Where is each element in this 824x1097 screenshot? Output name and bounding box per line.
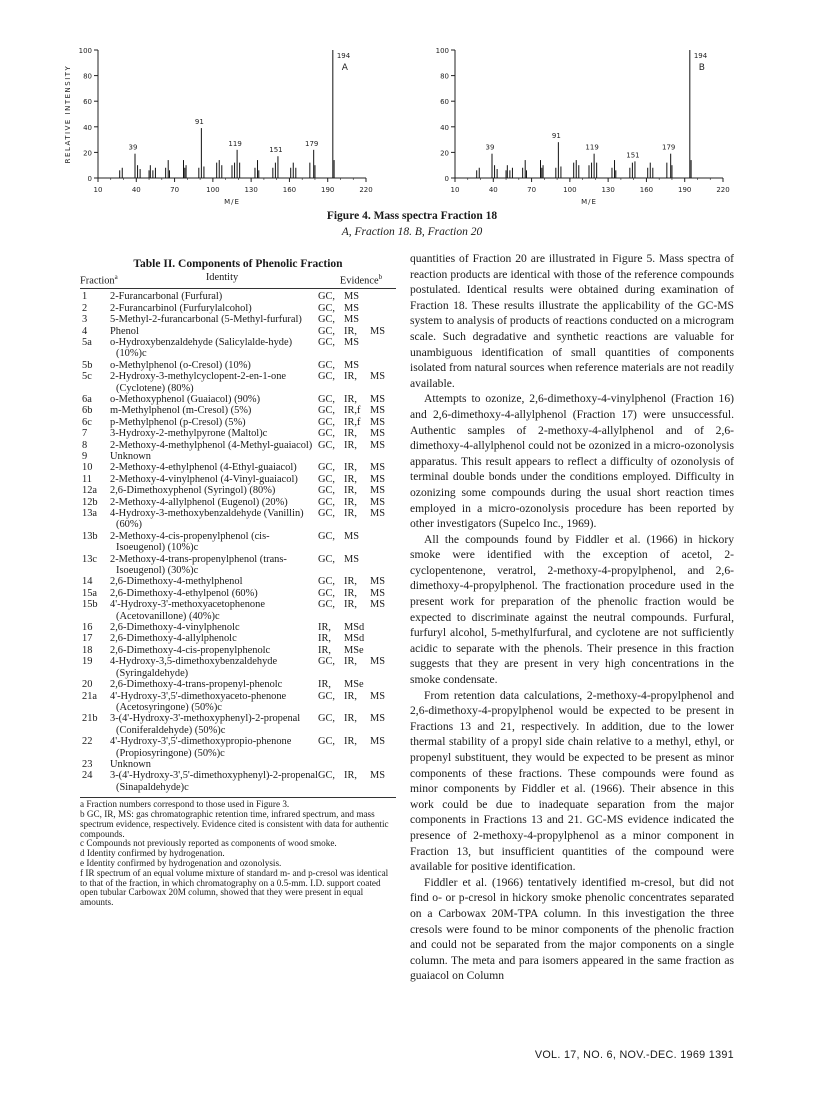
fraction-number: 15b [82,599,98,611]
x-tick-label: 160 [639,186,654,194]
fraction-number: 11 [82,473,93,485]
evidence-e2: IR, [344,428,357,440]
fraction-number: 21a [82,690,98,702]
peak-label: 179 [304,139,319,148]
table-row [80,326,396,337]
fraction-number: 16 [82,622,93,634]
evidence-e2: IR, [344,770,357,782]
compound-identity: 4'-Hydroxy-3'-methoxyacetophenone (Acetovanillone) (40%)c [110,599,265,622]
fraction-number: 5a [82,336,92,348]
y-tick-label: 60 [440,98,449,107]
evidence-e1: GC, [318,302,336,314]
table-row [80,588,396,599]
evidence-e1: GC, [318,508,336,519]
evidence-e3: MS [370,325,386,337]
table-row [80,633,396,644]
peak-label: 119 [228,139,242,148]
compound-identity: Unknown [110,450,151,462]
evidence-e1: GC, [318,439,336,451]
compound-identity: 5-Methyl-2-furancarbonal (5-Methyl-furfural) [110,314,302,326]
compound-identity: o-Methylphenol (o-Cresol) (10%) [110,359,251,371]
evidence-e1: GC, [318,359,336,371]
evidence-e3: MS [370,462,386,474]
table-row [80,554,396,577]
body-paragraph: Fiddler et al. (1966) tentatively identified m-cresol, but did not find o- or p-cresol in hickory smoke phenolic concentrates separated on a Carbowax 20M-TPA column. In this investigation the three cresols were found to be minor components of the phenolic fraction and could not be separated from the major components on a single column. The meta and para isomers appeared in the same fraction as guaiacol on Column [410,875,734,983]
evidence-e3: MS [370,428,386,440]
evidence-e2: MS [344,314,360,326]
evidence-cell [318,440,396,451]
table-row [80,508,396,531]
evidence-e1: IR, [318,679,331,691]
evidence-e1 [318,451,344,462]
evidence-e3 [370,531,396,554]
evidence-cell [318,291,396,302]
compound-identity: Unknown [110,758,151,770]
y-tick-label: 0 [444,175,449,183]
table-row [80,497,396,508]
fraction-number: 6b [82,405,93,417]
evidence-e2: IR, [344,462,357,474]
peak-label: 119 [585,143,599,152]
table-row [80,599,396,622]
y-axis-label: RELATIVE INTENSITY [64,64,72,164]
compound-identity: o-Hydroxybenzaldehyde (Salicylalde-hyde) (10%)c [110,336,293,360]
fraction-number: 3 [82,314,88,326]
peak-label: 194 [693,52,708,60]
evidence-e3 [370,303,396,314]
evidence-e2: IR, [344,325,357,337]
evidence-e1: GC, [318,314,336,326]
evidence-e2: IR,f [344,416,361,428]
evidence-e1: GC, [318,656,336,668]
evidence-e1: GC, [318,405,336,417]
fraction-number: 13a [82,508,98,519]
x-tick-label: 10 [450,186,460,194]
evidence-e2: IR, [344,371,357,383]
evidence-cell [318,736,396,759]
y-tick-label: 20 [83,149,92,158]
body-paragraph: All the compounds found by Fiddler et al. (1966) in hickory smoke were identified with the exception of acetol, 2-cyclopentenone, veratrol, 2-methoxy-4-propylphenol, and 2,6-dimethoxy-4-propylphenol. The fractionation procedure used in the present work for preparation of the phenolic fraction would be expected to discriminate against the neutral compounds. Furfural, furfuryl alcohol, 5-methylfurfural, and cyclotene are not sufficiently acidic to separate with the phenols. Their presence in this fraction suggests that they are present in very high concentrations in the smoke condensate. [410,532,734,687]
table-row [80,485,396,496]
evidence-e3: MS [370,485,386,497]
table-row [80,451,396,462]
evidence-cell [318,588,396,599]
x-tick-label: 100 [206,186,220,194]
evidence-e1: GC, [318,291,336,303]
evidence-e3: MS [370,371,386,383]
table-footnote: f IR spectrum of an equal volume mixture of standard m- and p-cresol was identical to that of the fraction, in which chromatography on a 0.5-mm. I.D. support coated open tubular Carbowax 20M column, showed that they were present in equal amounts. [80,867,389,908]
evidence-e1: GC, [318,336,336,348]
fraction-number: 22 [82,736,93,748]
evidence-e3: MS [370,770,386,782]
fraction-number: 4 [82,325,88,337]
evidence-cell [318,656,396,679]
y-tick-label: 100 [435,47,449,55]
compound-identity: 4'-Hydroxy-3',5'-dimethoxyaceto-phenone (Acetosyringone) (50%)c [110,690,287,713]
compound-identity: 4-Hydroxy-3-methoxybenzaldehyde (Vanillin) (60%) [110,508,304,531]
y-tick-label: 80 [440,72,449,81]
evidence-cell [318,326,396,337]
evidence-e2: IR, [344,485,357,497]
evidence-e3: MS [370,587,386,599]
table-row [80,736,396,759]
table-row [80,462,396,473]
figure-caption-title: Figure 4. Mass spectra Fraction 18 [326,210,498,222]
evidence-e3: MS [370,416,386,428]
evidence-e2 [344,451,370,462]
compound-identity: 2-Methoxy-4-methylphenol (4-Methyl-guaiacol) [110,439,313,451]
evidence-e1: IR, [318,633,331,645]
evidence-e3: MS [370,690,386,702]
evidence-e3: MS [370,439,386,451]
evidence-e3 [370,314,396,325]
table-row [80,474,396,485]
evidence-e1: GC, [318,416,336,428]
peak-label: 151 [626,151,640,160]
evidence-cell [318,599,396,622]
evidence-e1: GC, [318,428,336,440]
table-row [80,428,396,439]
evidence-e3 [370,633,396,644]
evidence-e1: GC, [318,713,336,725]
peak-label: 194 [336,52,351,60]
compound-identity: p-Methylphenol (p-Cresol) (5%) [110,416,246,428]
evidence-cell [318,462,396,473]
x-tick-label: 130 [244,186,258,194]
x-tick-label: 100 [563,186,577,194]
evidence-cell [318,508,396,531]
evidence-cell [318,394,396,405]
evidence-e2: MS [344,359,360,371]
compound-identity: m-Methylphenol (m-Cresol) (5%) [110,405,252,417]
evidence-cell [318,485,396,496]
evidence-e2: IR, [344,496,357,508]
evidence-e3 [370,291,396,302]
compound-identity: 2-Methoxy-4-cis-propenylphenol (cis-Isoeugenol) (10%)c [110,530,270,554]
evidence-e2: IR, [344,713,357,725]
y-tick-label: 40 [440,123,449,132]
peak-label: 91 [551,132,561,141]
peak-label: 39 [485,143,495,152]
fraction-number: 5c [82,371,92,383]
x-axis-label: M/E [581,198,597,206]
evidence-e2: MS [344,302,360,314]
y-tick-label: 80 [83,72,92,81]
table-row [80,713,396,736]
table-row [80,759,396,770]
x-tick-label: 190 [321,186,335,194]
compound-identity: Phenol [110,325,139,337]
peak-label: 91 [194,118,204,127]
evidence-cell [318,554,396,577]
fraction-number: 17 [82,633,93,645]
table-row [80,360,396,371]
evidence-e3: MS [370,736,386,748]
evidence-e1: GC, [318,496,336,508]
fraction-number: 10 [82,462,93,474]
table-row [80,770,396,793]
evidence-e2: IR, [344,576,357,588]
table-row [80,405,396,416]
body-paragraph: Attempts to ozonize, 2,6-dimethoxy-4-vinylphenol (Fraction 16) and 2,6-dimethoxy-4-allylphenol (Fraction 17) were unsuccessful. Authentic samples of 2-methoxy-4-allylphenol and of 2,6-dimethoxy-4-allylphenol could not be ozonized in a micro-ozonolysis apparatus. This result appears to reflect a difficulty of ozonolysis of terminal double bonds under the conditions employed. Difficulty in ozonizing some compounds during the usual short reaction times employed in a micro-ozonolysis procedure has been reported by other investigators (Supelco Inc., 1969). [410,392,734,531]
x-axis-label: M/E [224,198,240,206]
compound-identity: 2-Methoxy-4-allylphenol (Eugenol) (20%) [110,496,288,508]
evidence-e2: MS [344,553,360,565]
evidence-cell [318,576,396,587]
compound-identity: 2-Furancarbinol (Furfurylalcohol) [110,302,252,314]
table-row [80,417,396,428]
evidence-cell [318,633,396,644]
x-tick-label: 160 [282,186,297,194]
evidence-e1: IR, [318,622,331,634]
fraction-number: 13b [82,530,98,542]
y-tick-label: 0 [87,175,92,183]
table-footnote: d Identity confirmed by hydrogenation. [80,848,225,859]
evidence-e2: MS [344,530,360,542]
evidence-cell [318,497,396,508]
evidence-e1: GC, [318,770,336,782]
panel-label: B [698,63,705,73]
y-tick-label: 20 [440,149,449,158]
evidence-e1: GC, [318,736,336,748]
table-row [80,576,396,587]
x-tick-label: 130 [601,186,615,194]
evidence-cell [318,679,396,690]
fraction-number: 13c [82,553,98,565]
fraction-number: 5b [82,359,93,371]
evidence-cell [318,645,396,656]
evidence-e1: GC, [318,576,336,588]
x-tick-label: 40 [131,186,141,194]
table-row [80,394,396,405]
compound-identity: 2-Methoxy-4-vinylphenol (4-Vinyl-guaiacol) [110,473,298,485]
evidence-e1: GC, [318,473,336,485]
table-footnote: e Identity confirmed by hydrogenation and ozonolysis. [80,857,282,868]
col-header-evidence: Evidence$^b$ [339,273,383,287]
col-header-identity: Identity [205,272,239,284]
table-row [80,314,396,325]
y-tick-label: 40 [83,123,92,132]
table-title: Table II. Components of Phenolic Fraction [133,258,343,270]
evidence-e2: IR, [344,736,357,748]
evidence-e3: MS [370,576,386,588]
evidence-cell [318,337,396,360]
compound-identity: 2-Methoxy-4-ethylphenol (4-Ethyl-guaiacol) [110,462,297,474]
y-tick-label: 60 [83,98,92,107]
evidence-e2: MSd [344,633,365,645]
fraction-number: 6a [82,393,92,405]
evidence-cell [318,770,396,793]
evidence-cell [318,417,396,428]
x-tick-label: 10 [93,186,103,194]
compound-identity: 2,6-Dimethoxy-4-cis-propenylphenolc [110,644,271,656]
panel-label: A [341,63,348,73]
evidence-e1 [318,759,344,770]
evidence-e3 [370,645,396,656]
compound-identity: 2-Methoxy-4-trans-propenylphenol (trans-Isoeugenol) (30%)c [110,553,287,577]
evidence-cell [318,531,396,554]
table-row [80,691,396,714]
evidence-cell [318,451,396,462]
evidence-e3 [370,679,396,690]
body-paragraph: From retention data calculations, 2-methoxy-4-propylphenol and 2,6-dimethoxy-4-propylphenol would be expected to be present in Fractions 13 and 21, respectively. In addition, due to the lower thermal stability of a propyl side chain relative to a methyl, ethyl, or propenyl substituent, they would be expected to be present as minor components of these fractions. These compounds were found as minor components by Fiddler et al. (1966). Their absence in this work could be due to inadequate separation from the major components in Fractions 13 and 21. GC-MS evidence indicated the presence of 2-methoxy-4-propylphenol as a minor component in Fraction 13, but insufficient quantities of the compound were available for positive identification. [410,688,734,874]
table-row [80,337,396,360]
evidence-e1: GC, [318,485,336,497]
table-footnote: a Fraction numbers correspond to those used in Figure 3. [80,799,290,810]
compound-identity: 4'-Hydroxy-3',5'-dimethoxypropio-phenone (Propiosyringone) (50%)c [110,736,292,759]
evidence-cell [318,360,396,371]
evidence-e1: IR, [318,644,331,656]
body-paragraph: quantities of Fraction 20 are illustrated in Figure 5. Mass spectra of reaction products are identical with those of the reference compounds postulated. Identical results were obtained during examination of Fraction 18. These results illustrate the applicability of the GC-MS system to analysis of products of reactions conducted on a microgram scale. Such degradative and synthetic reactions are valuable for unambiguous identification of small quantities of components isolated from natural sources when reference materials are not readily available. [410,252,734,390]
x-tick-label: 70 [527,186,537,194]
evidence-e3: MS [370,599,386,611]
evidence-e3 [370,554,396,577]
evidence-cell [318,622,396,633]
fraction-number: 6c [82,416,92,428]
x-tick-label: 70 [170,186,180,194]
evidence-e2: IR, [344,587,357,599]
table-row [80,656,396,679]
evidence-e3: MS [370,656,386,668]
table-row [80,440,396,451]
evidence-e3: MS [370,405,386,417]
evidence-e3: MS [370,713,386,725]
components-table [80,259,396,908]
evidence-cell [318,405,396,416]
evidence-e3 [370,360,396,371]
fraction-number: 2 [82,302,88,314]
fraction-number: 1 [82,291,88,303]
evidence-e1: GC, [318,530,336,542]
fraction-number: 15a [82,587,98,599]
compound-identity: 2-Hydroxy-3-methylcyclopent-2-en-1-one (Cyclotene) (80%) [110,371,287,394]
evidence-e1: GC, [318,371,336,383]
peak-label: 39 [128,143,138,152]
evidence-e2: IR, [344,690,357,702]
table-footnote: b GC, IR, MS: gas chromatographic retention time, infrared spectrum, and mass spectrum evidence, respectively. Evidence cited is consistent with data for authentic compounds. [80,808,389,839]
evidence-cell [318,314,396,325]
evidence-e3 [370,622,396,633]
compound-identity: 2,6-Dimethoxy-4-ethylpenol (60%) [110,587,258,599]
evidence-cell [318,691,396,714]
x-tick-label: 190 [678,186,692,194]
table-row [80,291,396,302]
table-row [80,679,396,690]
evidence-cell [318,428,396,439]
table-footnote: c Compounds not previously reported as components of wood smoke. [80,838,337,849]
fraction-number: 19 [82,656,93,668]
evidence-e2: MSe [344,644,364,656]
evidence-e3 [370,337,396,360]
fraction-number: 23 [82,758,93,770]
fraction-number: 12a [82,485,98,497]
evidence-e3: MS [370,496,386,508]
evidence-e2: MS [344,336,360,348]
evidence-e2: IR, [344,508,357,519]
page-footer: VOL. 17, NO. 6, NOV.-DEC. 1969 1391 [534,1049,734,1061]
peak-label: 151 [269,146,283,155]
compound-identity: 3-Hydroxy-2-methylpyrone (Maltol)c [110,428,268,440]
compound-identity: 2,6-Dimethoxy-4-vinylphenolc [110,622,240,634]
evidence-e3 [370,759,396,770]
evidence-cell [318,713,396,736]
fraction-number: 9 [82,450,88,462]
evidence-cell [318,303,396,314]
compound-identity: 2,6-Dimethoxy-4-trans-propenyl-phenolc [110,679,283,691]
evidence-e1: GC, [318,599,336,611]
evidence-e2: IR, [344,473,357,485]
compound-identity: o-Methoxyphenol (Guaiacol) (90%) [110,393,261,405]
evidence-e2: IR, [344,599,357,611]
fraction-number: 7 [82,428,88,440]
figure-caption-subtitle: A, Fraction 18. B, Fraction 20 [341,226,483,238]
evidence-e1: GC, [318,690,336,702]
evidence-e2: IR, [344,393,357,405]
evidence-cell [318,759,396,770]
compound-identity: 3-(4'-Hydroxy-3'-methoxyphenyl)-2-propenal (Coniferaldehyde) (50%)c [110,713,301,736]
table-body [80,291,396,793]
fraction-number: 8 [82,439,88,451]
table-row [80,531,396,554]
compound-identity: 3-(4'-Hydroxy-3',5'-dimethoxyphenyl)-2-propenal (Sinapaldehyde)c [110,770,318,793]
table-row [80,645,396,656]
evidence-e2: IR,f [344,405,361,417]
fraction-number: 24 [82,770,93,782]
evidence-e3: MS [370,393,386,405]
fraction-number: 21b [82,713,98,725]
fraction-number: 20 [82,679,93,691]
evidence-e3 [370,451,396,462]
evidence-e2: MSe [344,679,364,691]
evidence-cell [318,474,396,485]
evidence-e2: MS [344,291,360,303]
evidence-e2 [344,759,370,770]
table-row [80,622,396,633]
x-tick-label: 220 [359,186,373,194]
table-header [80,272,396,289]
table-footnotes [80,797,396,908]
fraction-number: 12b [82,496,98,508]
evidence-e2: MSd [344,622,365,634]
evidence-e1: GC, [318,325,336,337]
evidence-e3: MS [370,473,386,485]
compound-identity: 4-Hydroxy-3,5-dimethoxybenzaldehyde (Syringaldehyde) [110,656,278,679]
compound-identity: 2,6-Dimethoxy-4-allylphenolc [110,633,237,645]
evidence-e1: GC, [318,462,336,474]
evidence-e1: GC, [318,587,336,599]
compound-identity: 2-Furancarbonal (Furfural) [110,291,223,303]
col-header-fraction: Fraction$^a$ [80,273,118,287]
evidence-e3: MS [370,508,386,519]
y-tick-label: 100 [78,47,92,55]
compound-identity: 2,6-Dimethoxy-4-methylphenol [110,576,243,588]
evidence-e1: GC, [318,393,336,405]
evidence-cell [318,371,396,394]
fraction-number: 14 [82,576,93,588]
table-row [80,303,396,314]
fraction-number: 18 [82,644,93,656]
table-row [80,371,396,394]
peak-label: 179 [661,143,676,152]
evidence-e2: IR, [344,439,357,451]
article-body [410,251,734,984]
x-tick-label: 40 [488,186,498,194]
evidence-e1: GC, [318,553,336,565]
compound-identity: 2,6-Dimethoxyphenol (Syringol) (80%) [110,485,276,497]
evidence-e2: IR, [344,656,357,668]
x-tick-label: 220 [716,186,730,194]
